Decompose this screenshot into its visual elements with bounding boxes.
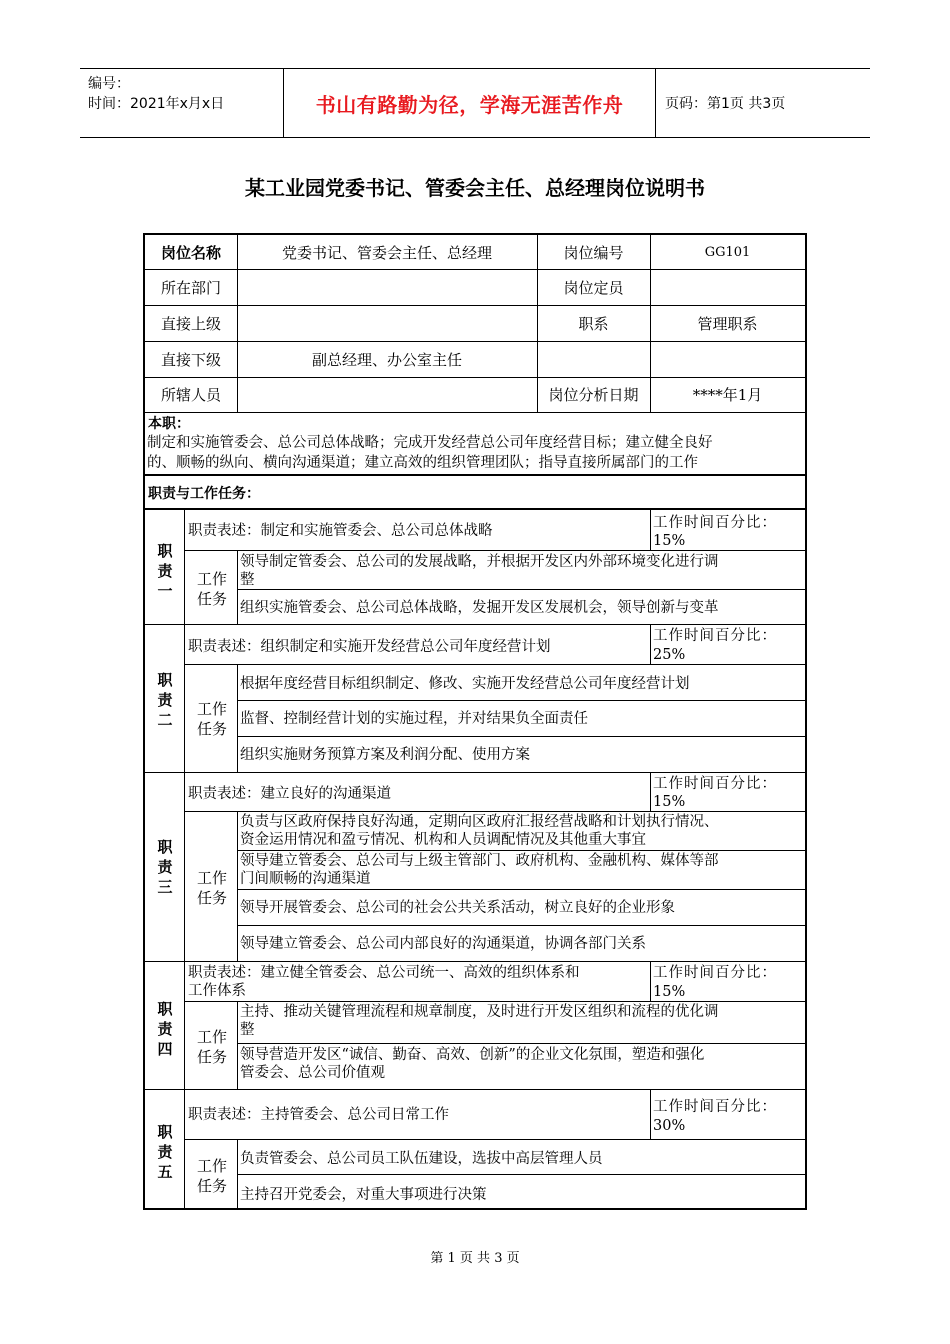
duty-2-task-3: 组织实施财务预算方案及利润分配、使用方案 — [240, 747, 530, 763]
duty-5-pct-label: 工作时间百分比： — [653, 1099, 777, 1115]
duty-5-task-2: 主持召开党委会，对重大事项进行决策 — [240, 1187, 487, 1203]
header-page-cell — [655, 69, 870, 137]
duty-1-task-2: 组织实施管委会、总公司总体战略，发掘开发区发展机会，领导创新与变革 — [240, 600, 719, 616]
superior-value — [237, 305, 537, 341]
duty-1-task-label: 工作 任务 — [196, 570, 227, 608]
duty-5-label: 职 责 五 — [157, 1123, 173, 1181]
duty-2-task-1: 根据年度经营目标组织制定、修改、实施开发经营总公司年度经营计划 — [240, 676, 690, 692]
page-indicator: 页码：第1页 共3页 — [665, 96, 786, 112]
duty-2-statement: 职责表述：组织制定和实施开发经营总公司年度经营计划 — [188, 639, 551, 655]
document-number-label: 编号： — [88, 76, 130, 92]
duty-2-pct: 25% — [653, 647, 686, 663]
post-name-label: 岗位名称 — [160, 243, 221, 262]
post-code-label: 岗位编号 — [563, 243, 624, 262]
analysis-date-label: 岗位分析日期 — [548, 386, 639, 404]
header-meta — [80, 69, 283, 137]
department-value — [237, 269, 537, 305]
duty-1-pct-label: 工作时间百分比： — [653, 515, 777, 531]
duty-1-task-1: 领导制定管委会、总公司的发展战略，并根据开发区内外部环境变化进行调 整 — [240, 554, 719, 588]
superior-label: 直接上级 — [160, 314, 221, 333]
duty-2-label: 职 责 二 — [157, 671, 173, 729]
duty-3-task-3: 领导开展管委会、总公司的社会公共关系活动，树立良好的企业形象 — [240, 900, 675, 916]
duty-1-label: 职 责 一 — [157, 542, 173, 600]
duty-5-pct: 30% — [653, 1118, 686, 1134]
job-description-form — [143, 233, 807, 1210]
document-title: 某工业园党委书记、管委会主任、总经理岗位说明书 — [245, 176, 705, 200]
duty-5-task-1: 负责管委会、总公司员工队伍建设，选拔中高层管理人员 — [240, 1151, 603, 1167]
job-family-value: 管理职系 — [697, 314, 758, 333]
duty-4-pct-label: 工作时间百分比： — [653, 965, 777, 981]
job-family-label: 职系 — [578, 314, 609, 333]
post-code-value: GG101 — [704, 244, 751, 260]
duty-1-pct: 15% — [653, 533, 686, 549]
duty-4-pct: 15% — [653, 984, 686, 1000]
duty-2-task-2: 监督、控制经营计划的实施过程，并对结果负全面责任 — [240, 711, 588, 727]
duty-3-label: 职 责 三 — [157, 838, 173, 896]
analysis-date-value: ****年1月 — [692, 386, 763, 404]
summary-line-2: 的、顺畅的纵向、横向沟通渠道；建立高效的组织管理团队；指导直接所属部门的工作 — [147, 455, 698, 471]
duty-2-pct-label: 工作时间百分比： — [653, 628, 777, 644]
duty-3-task-1: 负责与区政府保持良好沟通，定期向区政府汇报经营战略和计划执行情况、 资金运用情况和盈亏情况、机构和人员调配情况及其他重大事宜 — [240, 814, 719, 848]
header-motto-cell — [283, 69, 656, 137]
document-time-label: 时间：2021年x月x日 — [88, 96, 225, 112]
summary-line-1: 制定和实施管委会、总公司总体战略；完成开发经营总公司年度经营目标；建立健全良好 — [147, 435, 713, 451]
duty-3-task-2: 领导建立管委会、总公司与上级主管部门、政府机构、金融机构、媒体等部 门间顺畅的沟通渠道 — [240, 853, 719, 887]
motto-text: 书山有路勤为径，学海无涯苦作舟 — [315, 92, 624, 117]
duty-5-task-label: 工作 任务 — [196, 1157, 227, 1195]
duty-2-task-label: 工作 任务 — [196, 700, 227, 738]
duty-5-statement: 职责表述：主持管委会、总公司日常工作 — [188, 1107, 449, 1123]
empty-cell — [537, 341, 650, 377]
department-label: 所在部门 — [160, 278, 221, 297]
duty-4-task-label: 工作 任务 — [196, 1028, 227, 1066]
duty-4-statement: 职责表述：建立健全管委会、总公司统一、高效的组织体系和 工作体系 — [188, 965, 580, 999]
duty-1-statement: 职责表述：制定和实施管委会、总公司总体战略 — [188, 523, 493, 539]
duty-3-pct-label: 工作时间百分比： — [653, 776, 777, 792]
duty-3-statement: 职责表述：建立良好的沟通渠道 — [188, 786, 391, 802]
duty-3-pct: 15% — [653, 794, 686, 810]
page-header — [80, 68, 870, 138]
page-footer: 第 1 页 共 3 页 — [430, 1251, 520, 1266]
subordinate-label: 直接下级 — [160, 350, 221, 369]
staff-value — [237, 377, 537, 412]
empty-cell — [650, 341, 805, 377]
duty-3-task-label: 工作 任务 — [196, 869, 227, 907]
headcount-value — [650, 269, 805, 305]
subordinate-value: 副总经理、办公室主任 — [311, 350, 462, 369]
summary-label: 本职： — [148, 416, 190, 432]
duty-3-task-4: 领导建立管委会、总公司内部良好的沟通渠道，协调各部门关系 — [240, 936, 646, 952]
staff-label: 所辖人员 — [160, 386, 221, 404]
headcount-label: 岗位定员 — [563, 278, 624, 297]
duties-header: 职责与工作任务： — [148, 486, 260, 502]
duty-4-label: 职 责 四 — [157, 1000, 173, 1058]
duty-4-task-2: 领导营造开发区“诚信、勤奋、高效、创新”的企业文化氛围，塑造和强化 管委会、总公司价值观 — [240, 1047, 705, 1081]
post-name-value: 党委书记、管委会主任、总经理 — [281, 243, 492, 262]
duty-4-task-1: 主持、推动关键管理流程和规章制度，及时进行开发区组织和流程的优化调 整 — [240, 1004, 719, 1038]
